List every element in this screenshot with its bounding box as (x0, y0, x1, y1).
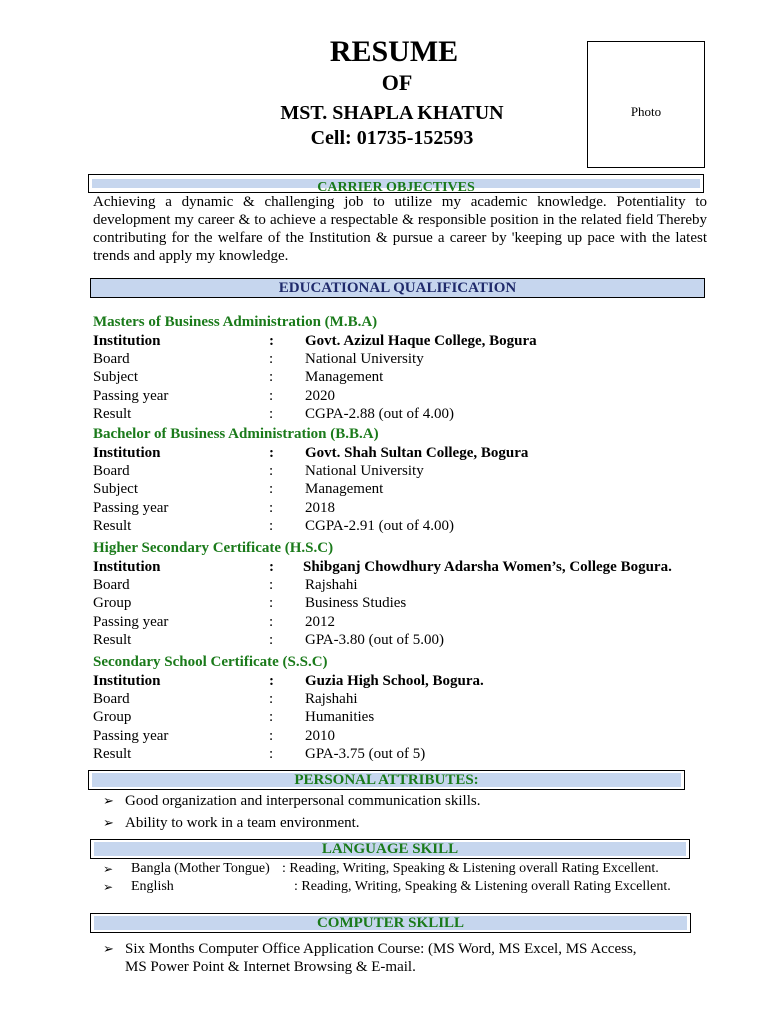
detail-value: Guzia High School, Bogura. (305, 673, 484, 689)
computer-skill-heading (90, 913, 691, 933)
detail-label: Result (93, 745, 132, 762)
detail-label: Result (93, 405, 132, 422)
detail-label: Board (93, 463, 130, 480)
degree-title: Secondary School Certificate (S.S.C) (93, 654, 328, 670)
computer-skill-line: Six Months Computer Office Application Course: (MS Word, MS Excel, MS Access, (125, 941, 637, 957)
degree-title: Higher Secondary Certificate (H.S.C) (93, 540, 334, 556)
detail-colon: : (269, 333, 274, 349)
detail-label: Result (93, 631, 132, 648)
resume-of: OF (381, 70, 413, 95)
detail-label: Institution (93, 445, 161, 461)
detail-colon: : (269, 369, 274, 386)
detail-colon: : (269, 595, 274, 612)
detail-value: CGPA-2.91 (out of 4.00) (305, 517, 455, 534)
education-heading (90, 278, 705, 298)
detail-colon: : (269, 559, 274, 575)
language-rating-text: : Reading, Writing, Speaking & Listening overall Rating Excellent. (294, 879, 671, 894)
detail-label: Board (93, 351, 130, 368)
detail-colon: : (269, 405, 274, 422)
candidate-name: MST. SHAPLA KHATUN (280, 102, 504, 124)
detail-value: GPA-3.80 (out of 5.00) (305, 631, 445, 648)
detail-value: 2018 (305, 499, 335, 516)
detail-value: CGPA-2.88 (out of 4.00) (305, 405, 455, 422)
detail-value: 2012 (305, 613, 335, 630)
language-name: English (131, 879, 174, 894)
degree-title: Bachelor of Business Administration (B.B.A) (93, 426, 379, 442)
detail-colon: : (269, 387, 274, 404)
career-objectives-title: CARRIER OBJECTIVES (317, 180, 475, 193)
detail-label: Subject (93, 369, 138, 386)
detail-colon: : (269, 691, 274, 708)
language-skill-heading (90, 839, 690, 859)
detail-value: Govt. Shah Sultan College, Bogura (305, 445, 529, 461)
personal-attributes-title: PERSONAL ATTRIBUTES: (294, 772, 479, 788)
detail-colon: : (269, 577, 274, 594)
detail-value: Rajshahi (305, 577, 358, 594)
detail-colon: : (269, 445, 274, 461)
detail-value: Humanities (305, 709, 375, 726)
detail-value: Rajshahi (305, 691, 358, 708)
detail-colon: : (269, 481, 274, 498)
career-objectives-text: Achieving a dynamic & challenging job to utilize my academic knowledge. Potentiality to development my career & to achieve a respectable & responsible position in the related field Thereby contributing for the welfare of the Institution & pursue a career by 'keeping up pace with the latest trends and apply my knowledge. (93, 194, 707, 264)
detail-value: Management (305, 481, 384, 498)
detail-colon: : (269, 499, 274, 516)
photo-box (587, 41, 705, 168)
detail-value: 2010 (305, 727, 335, 744)
arrowhead-bullet-icon: ➢ (103, 941, 114, 956)
detail-value: GPA-3.75 (out of 5) (305, 745, 426, 762)
detail-value: Business Studies (305, 595, 407, 612)
computer-skill-title: COMPUTER SKLILL (316, 915, 465, 931)
computer-skill-line: MS Power Point & Internet Browsing & E-mail. (125, 959, 416, 975)
career-objectives-heading (88, 174, 704, 193)
detail-label: Board (93, 691, 130, 708)
candidate-cell: Cell: 01735-152593 (310, 127, 474, 149)
personal-attribute-item: Ability to work in a team environment. (125, 815, 360, 831)
photo-label: Photo (630, 104, 662, 119)
language-rating (282, 860, 659, 878)
detail-colon: : (269, 745, 274, 762)
personal-attribute-item: Good organization and interpersonal communication skills. (125, 793, 481, 809)
detail-value: Management (305, 369, 384, 386)
resume-title: RESUME (329, 35, 459, 68)
detail-label: Institution (93, 673, 161, 689)
language-rating-text: : Reading, Writing, Speaking & Listening overall Rating Excellent. (282, 861, 659, 876)
arrowhead-bullet-icon: ➢ (103, 815, 114, 830)
detail-colon: : (269, 727, 274, 744)
detail-label: Group (93, 595, 132, 612)
education-title: EDUCATIONAL QUALIFICATION (278, 280, 517, 296)
detail-label: Passing year (93, 499, 169, 516)
detail-label: Board (93, 577, 130, 594)
detail-colon: : (269, 351, 274, 368)
detail-colon: : (269, 709, 274, 726)
detail-colon: : (269, 673, 274, 689)
detail-label: Result (93, 517, 132, 534)
detail-label: Group (93, 709, 132, 726)
language-name: Bangla (Mother Tongue) (131, 861, 270, 876)
language-rating (294, 878, 671, 896)
detail-value: Govt. Azizul Haque College, Bogura (305, 333, 537, 349)
detail-value: 2020 (305, 387, 335, 404)
detail-label: Institution (93, 559, 161, 575)
detail-label: Institution (93, 333, 161, 349)
detail-label: Passing year (93, 613, 169, 630)
arrowhead-bullet-icon: ➢ (103, 880, 114, 894)
detail-colon: : (269, 631, 274, 648)
degree-title: Masters of Business Administration (M.B.A) (93, 314, 378, 330)
detail-label: Passing year (93, 727, 169, 744)
arrowhead-bullet-icon: ➢ (103, 793, 114, 808)
language-skill-title: LANGUAGE SKILL (321, 841, 459, 857)
detail-label: Passing year (93, 387, 169, 404)
detail-colon: : (269, 613, 274, 630)
arrowhead-bullet-icon: ➢ (103, 862, 114, 876)
detail-colon: : (269, 463, 274, 480)
detail-label: Subject (93, 481, 138, 498)
detail-value: National University (305, 351, 424, 368)
detail-value: National University (305, 463, 424, 480)
personal-attributes-heading (88, 770, 685, 790)
detail-colon: : (269, 517, 274, 534)
detail-value: Shibganj Chowdhury Adarsha Women’s, College Bogura. (303, 559, 672, 575)
